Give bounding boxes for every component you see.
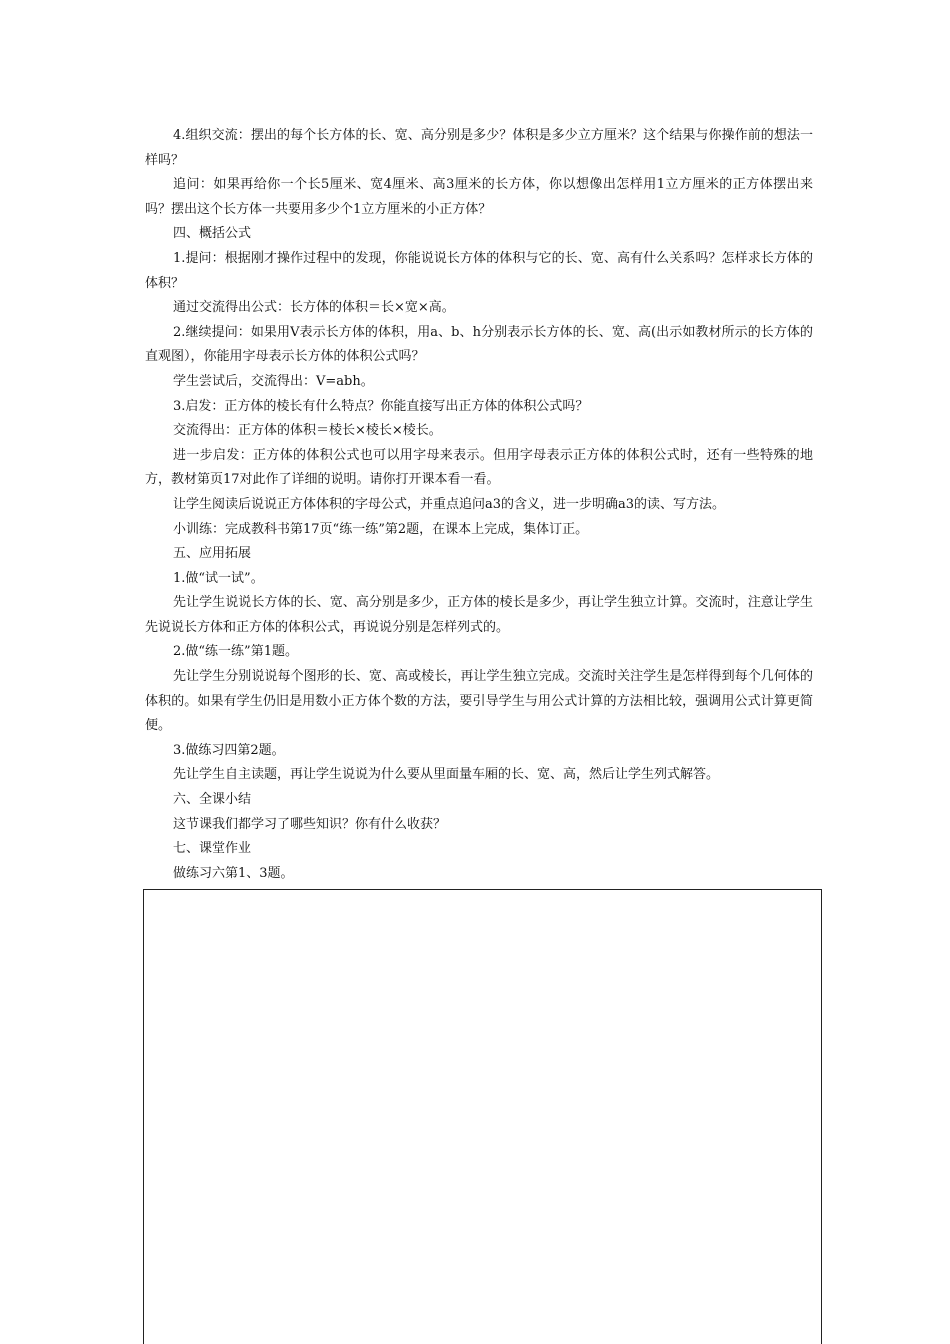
paragraph-exercise-4-detail: 先让学生自主读题，再让学生说说为什么要从里面量车厢的长、宽、高，然后让学生列式解答。 — [173, 767, 720, 783]
paragraph-follow-up-question: 追问：如果再给你一个长5厘米、宽4厘米、高3厘米的长方体，你以想像出怎样用1立方厘米的正方体摆出来吗？摆出这个长方体一共要用多少个1立方厘米的小正方体？ — [145, 177, 813, 217]
document-body — [145, 124, 813, 886]
blank-table-box — [143, 889, 822, 1344]
paragraph-summary: 这节课我们都学习了哪些知识？你有什么收获？ — [173, 816, 447, 832]
section-heading-summary: 六、全课小结 — [173, 792, 252, 808]
paragraph-try-it-detail: 先让学生说说长方体的长、宽、高分别是多少，正方体的棱长是多少，再让学生独立计算。交流时，注意让学生先说说长方体和正方体的体积公式，再说说分别是怎样列式的。 — [145, 595, 813, 635]
paragraph-practice-1-detail: 先让学生分别说说每个图形的长、宽、高或棱长，再让学生独立完成。交流时关注学生是怎样得到每个几何体的体积的。如果有学生仍旧是用数小正方体个数的方法，要引导学生与用公式计算的方法相比较，强调用公式计算更简便。 — [145, 669, 813, 734]
paragraph-question-1: 1.提问：根据刚才操作过程中的发现，你能说说长方体的体积与它的长、宽、高有什么关系吗？怎样求长方体的体积？ — [145, 250, 813, 291]
paragraph-letter-formula: 学生尝试后，交流得出：V=abh。 — [173, 373, 374, 389]
paragraph-question-3: 3.启发：正方体的棱长有什么特点？你能直接写出正方体的体积公式吗？ — [173, 398, 589, 414]
paragraph-try-it: 1.做“试一试”。 — [173, 570, 264, 586]
paragraph-homework: 做练习六第1、3题。 — [173, 865, 294, 881]
paragraph-cuboid-formula: 通过交流得出公式：长方体的体积＝长×宽×高。 — [173, 300, 455, 316]
paragraph-exercise-4: 3.做练习四第2题。 — [173, 742, 285, 758]
paragraph-mini-training: 小训练：完成教科书第17页“练一练”第2题，在课本上完成，集体订正。 — [173, 521, 589, 537]
paragraph-cube-formula: 交流得出：正方体的体积＝棱长×棱长×棱长。 — [173, 423, 442, 439]
paragraph-reading: 让学生阅读后说说正方体体积的字母公式，并重点追问a3的含义，进一步明确a3的读、写方法。 — [173, 496, 726, 512]
paragraph-exchange: 4.组织交流：摆出的每个长方体的长、宽、高分别是多少？体积是多少立方厘米？这个结果与你操作前的想法一样吗？ — [145, 128, 813, 168]
section-heading-formula: 四、概括公式 — [173, 226, 252, 242]
section-heading-application: 五、应用拓展 — [173, 546, 252, 562]
section-heading-homework: 七、课堂作业 — [173, 841, 252, 857]
paragraph-further-inspiration: 进一步启发：正方体的体积公式也可以用字母来表示。但用字母表示正方体的体积公式时，还有一些特殊的地方，教材第页17对此作了详细的说明。请你打开课本看一看。 — [145, 447, 813, 488]
paragraph-practice-1: 2.做“练一练”第1题。 — [173, 644, 298, 660]
paragraph-question-2: 2.继续提问：如果用V表示长方体的体积，用a、b、h分别表示长方体的长、宽、高(出示如教材所示的长方体的直观图），你能用字母表示长方体的体积公式吗？ — [145, 324, 813, 365]
